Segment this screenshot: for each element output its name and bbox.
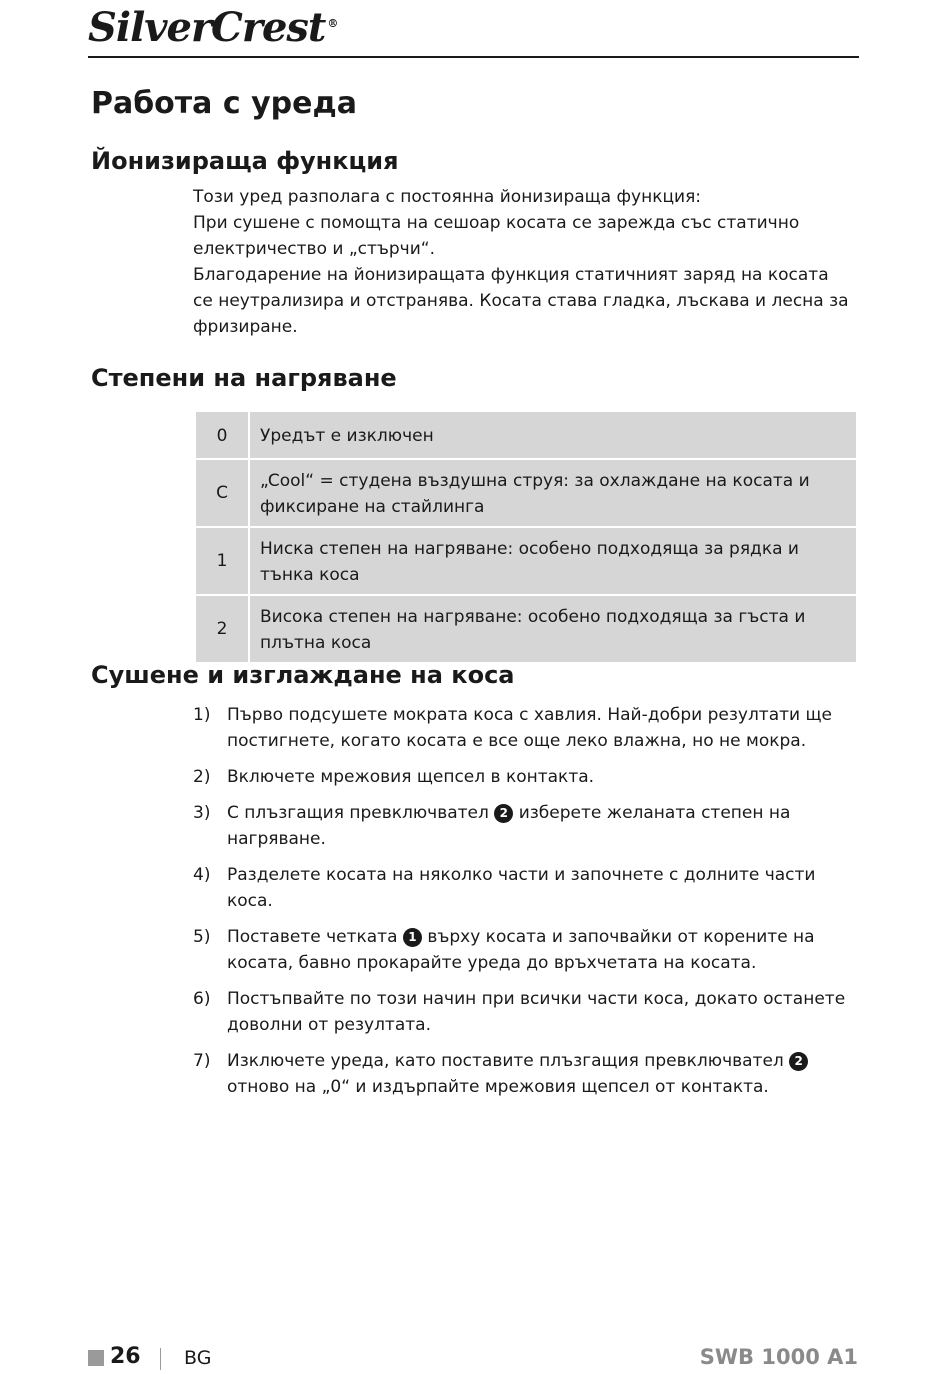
language-code: BG bbox=[184, 1347, 212, 1369]
step-number: 4) bbox=[193, 865, 211, 885]
drying-steps-list bbox=[193, 702, 853, 1110]
table-row bbox=[195, 527, 857, 595]
part-reference-icon: 1 bbox=[403, 928, 422, 947]
ionizing-paragraph-3: Благодарение на йонизиращата функция статичният заряд на косата се неутрализира и отстранява. Косата става гладка, лъскава и лесна за фризиране. bbox=[193, 265, 849, 337]
heat-levels-table bbox=[194, 410, 858, 664]
table-row bbox=[195, 459, 857, 527]
part-reference-icon: 2 bbox=[789, 1052, 808, 1071]
step-text-after: върху косата и започвайки от корените на косата, бавно прокарайте уреда до връхчетата на косата. bbox=[227, 927, 815, 973]
heading-ionizing: Йонизираща функция bbox=[91, 147, 399, 175]
step-number: 3) bbox=[193, 803, 211, 823]
table-row bbox=[195, 411, 857, 459]
step-number: 7) bbox=[193, 1051, 211, 1071]
step-number: 2) bbox=[193, 767, 211, 787]
step-number: 6) bbox=[193, 989, 211, 1009]
footer-divider bbox=[160, 1348, 161, 1370]
page-number: 26 bbox=[110, 1344, 141, 1369]
heading-drying: Сушене и изглаждане на коса bbox=[91, 661, 515, 689]
header-divider bbox=[88, 56, 859, 58]
description-cell: Ниска степен на нагряване: особено подходяща за рядка и тънка коса bbox=[249, 527, 857, 595]
description-cell: „Cool“ = студена въздушна струя: за охлаждане на косата и фиксиране на стайлинга bbox=[249, 459, 857, 527]
description-cell: Уредът е изключен bbox=[249, 411, 857, 459]
model-number: SWB 1000 A1 bbox=[699, 1345, 858, 1369]
part-reference-icon: 2 bbox=[494, 804, 513, 823]
list-item bbox=[193, 986, 853, 1038]
step-text-after: отново на „0“ и издърпайте мрежовия щепсел от контакта. bbox=[227, 1077, 769, 1097]
list-item bbox=[193, 764, 853, 790]
description-cell: Висока степен на нагряване: особено подходяща за гъста и плътна коса bbox=[249, 595, 857, 663]
list-item bbox=[193, 924, 853, 976]
list-item bbox=[193, 862, 853, 914]
list-item bbox=[193, 1048, 853, 1100]
footer-square-icon bbox=[88, 1350, 104, 1366]
registered-mark: ® bbox=[327, 16, 338, 30]
step-text: Първо подсушете мократа коса с хавлия. Най-добри резултати ще постигнете, когато косата е все още леко влажна, но не мокра. bbox=[227, 705, 832, 751]
step-number: 1) bbox=[193, 705, 211, 725]
step-text: Постъпвайте по този начин при всички части коса, докато останете доволни от резултата. bbox=[227, 989, 846, 1035]
step-text-before: С плъзгащия превключвател bbox=[227, 803, 489, 823]
ionizing-text bbox=[193, 184, 853, 340]
heading-heat-levels: Степени на нагряване bbox=[91, 364, 397, 392]
step-text-before: Поставете четката bbox=[227, 927, 398, 947]
step-number: 5) bbox=[193, 927, 211, 947]
level-cell: 2 bbox=[195, 595, 249, 663]
ionizing-paragraph-2: При сушене с помощта на сешоар косата се зарежда със статично електричество и „стърчи“. bbox=[193, 213, 800, 259]
level-cell: 0 bbox=[195, 411, 249, 459]
step-text-after: изберете желаната степен на нагряване. bbox=[227, 803, 791, 849]
brand-logo bbox=[88, 4, 337, 51]
ionizing-paragraph-1: Този уред разполага с постоянна йонизираща функция: bbox=[193, 187, 702, 207]
level-cell: 1 bbox=[195, 527, 249, 595]
step-text-before: Изключете уреда, като поставите плъзгащия превключвател bbox=[227, 1051, 784, 1071]
list-item bbox=[193, 702, 853, 754]
brand-name: SilverCrest bbox=[88, 4, 326, 51]
step-text: Разделете косата на няколко части и започнете с долните части коса. bbox=[227, 865, 816, 911]
list-item bbox=[193, 800, 853, 852]
page-title: Работа с уреда bbox=[91, 86, 357, 121]
level-cell: C bbox=[195, 459, 249, 527]
step-text: Включете мрежовия щепсел в контакта. bbox=[227, 767, 595, 787]
table-row bbox=[195, 595, 857, 663]
